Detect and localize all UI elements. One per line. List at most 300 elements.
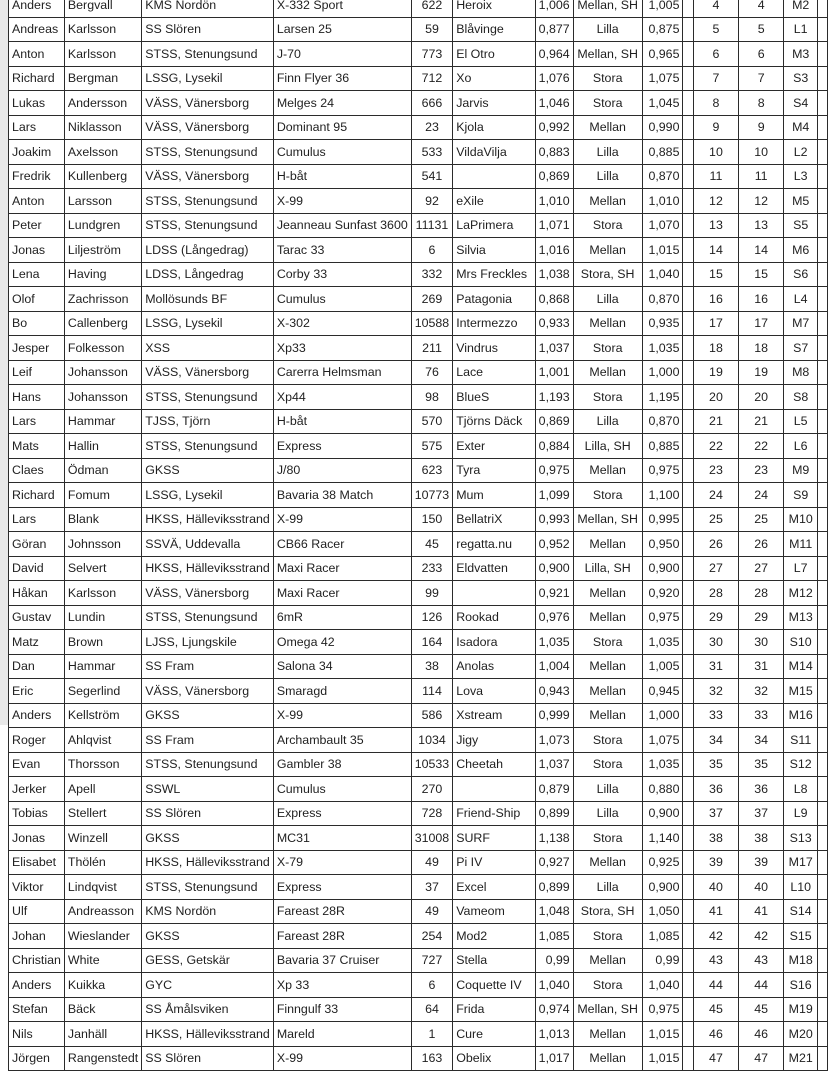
start-number-cell[interactable]: 45 bbox=[693, 997, 738, 1022]
group-cell[interactable]: Stora bbox=[573, 336, 642, 361]
number-cell[interactable]: 39 bbox=[739, 850, 784, 875]
boat-name-cell[interactable]: Friend-Ship bbox=[453, 801, 535, 826]
empty-cell[interactable] bbox=[683, 434, 693, 459]
class-cell[interactable]: L10 bbox=[784, 875, 818, 900]
lys-cell[interactable]: 0,975 bbox=[535, 458, 573, 483]
class-cell[interactable]: L7 bbox=[784, 556, 818, 581]
empty-cell[interactable] bbox=[818, 311, 828, 336]
number-cell[interactable]: 32 bbox=[739, 679, 784, 704]
srs-cell[interactable]: 0,990 bbox=[642, 115, 683, 140]
class-cell[interactable]: M10 bbox=[784, 507, 818, 532]
first-name-cell[interactable]: Lukas bbox=[9, 91, 65, 116]
last-name-cell[interactable]: Hallin bbox=[64, 434, 141, 459]
club-cell[interactable]: Mollösunds BF bbox=[142, 287, 274, 312]
group-cell[interactable]: Lilla bbox=[573, 409, 642, 434]
srs-cell[interactable]: 1,140 bbox=[642, 826, 683, 851]
empty-cell[interactable] bbox=[818, 850, 828, 875]
boat-name-cell[interactable]: Obelix bbox=[453, 1046, 535, 1071]
number-cell[interactable]: 7 bbox=[739, 66, 784, 91]
first-name-cell[interactable]: Joakim bbox=[9, 140, 65, 165]
sail-number-cell[interactable]: 92 bbox=[411, 189, 452, 214]
srs-cell[interactable]: 1,000 bbox=[642, 703, 683, 728]
empty-cell[interactable] bbox=[818, 679, 828, 704]
empty-cell[interactable] bbox=[683, 238, 693, 263]
first-name-cell[interactable]: Dan bbox=[9, 654, 65, 679]
first-name-cell[interactable]: Gustav bbox=[9, 605, 65, 630]
empty-cell[interactable] bbox=[818, 213, 828, 238]
lys-cell[interactable]: 0,992 bbox=[535, 115, 573, 140]
first-name-cell[interactable]: Fredrik bbox=[9, 164, 65, 189]
empty-cell[interactable] bbox=[683, 703, 693, 728]
first-name-cell[interactable]: Tobias bbox=[9, 801, 65, 826]
boat-name-cell[interactable]: Intermezzo bbox=[453, 311, 535, 336]
class-cell[interactable]: S11 bbox=[784, 728, 818, 753]
class-cell[interactable]: M16 bbox=[784, 703, 818, 728]
boat-type-cell[interactable]: Tarac 33 bbox=[273, 238, 411, 263]
club-cell[interactable]: HKSS, Hälleviksstrand bbox=[142, 507, 274, 532]
group-cell[interactable]: Stora bbox=[573, 91, 642, 116]
empty-cell[interactable] bbox=[683, 948, 693, 973]
lys-cell[interactable]: 1,004 bbox=[535, 654, 573, 679]
group-cell[interactable]: Stora bbox=[573, 630, 642, 655]
last-name-cell[interactable]: Lindqvist bbox=[64, 875, 141, 900]
club-cell[interactable]: SS Fram bbox=[142, 654, 274, 679]
start-number-cell[interactable]: 18 bbox=[693, 336, 738, 361]
sail-number-cell[interactable]: 37 bbox=[411, 875, 452, 900]
lys-cell[interactable]: 0,900 bbox=[535, 556, 573, 581]
class-cell[interactable]: M21 bbox=[784, 1046, 818, 1071]
last-name-cell[interactable]: Ödman bbox=[64, 458, 141, 483]
lys-cell[interactable]: 0,884 bbox=[535, 434, 573, 459]
first-name-cell[interactable]: Olof bbox=[9, 287, 65, 312]
empty-cell[interactable] bbox=[683, 140, 693, 165]
number-cell[interactable]: 35 bbox=[739, 752, 784, 777]
sail-number-cell[interactable]: 270 bbox=[411, 777, 452, 802]
boat-type-cell[interactable]: Mareld bbox=[273, 1022, 411, 1047]
last-name-cell[interactable]: Kullenberg bbox=[64, 164, 141, 189]
club-cell[interactable]: STSS, Stenungsund bbox=[142, 434, 274, 459]
empty-cell[interactable] bbox=[683, 826, 693, 851]
srs-cell[interactable]: 1,010 bbox=[642, 189, 683, 214]
empty-cell[interactable] bbox=[818, 336, 828, 361]
sail-number-cell[interactable]: 269 bbox=[411, 287, 452, 312]
club-cell[interactable]: HKSS, Hälleviksstrand bbox=[142, 850, 274, 875]
last-name-cell[interactable]: Brown bbox=[64, 630, 141, 655]
club-cell[interactable]: VÄSS, Vänersborg bbox=[142, 360, 274, 385]
lys-cell[interactable]: 1,193 bbox=[535, 385, 573, 410]
empty-cell[interactable] bbox=[683, 1046, 693, 1071]
number-cell[interactable]: 47 bbox=[739, 1046, 784, 1071]
group-cell[interactable]: Stora bbox=[573, 752, 642, 777]
empty-cell[interactable] bbox=[683, 654, 693, 679]
sail-number-cell[interactable]: 6 bbox=[411, 973, 452, 998]
last-name-cell[interactable]: Karlsson bbox=[64, 17, 141, 42]
empty-cell[interactable] bbox=[683, 605, 693, 630]
last-name-cell[interactable]: Fomum bbox=[64, 483, 141, 508]
class-cell[interactable]: S13 bbox=[784, 826, 818, 851]
boat-name-cell[interactable]: Xo bbox=[453, 66, 535, 91]
start-number-cell[interactable]: 11 bbox=[693, 164, 738, 189]
class-cell[interactable]: M15 bbox=[784, 679, 818, 704]
club-cell[interactable]: VÄSS, Vänersborg bbox=[142, 164, 274, 189]
boat-name-cell[interactable]: Anolas bbox=[453, 654, 535, 679]
club-cell[interactable]: GKSS bbox=[142, 826, 274, 851]
class-cell[interactable]: L2 bbox=[784, 140, 818, 165]
last-name-cell[interactable]: Janhäll bbox=[64, 1022, 141, 1047]
boat-name-cell[interactable]: Vindrus bbox=[453, 336, 535, 361]
sail-number-cell[interactable]: 10588 bbox=[411, 311, 452, 336]
last-name-cell[interactable]: Thorsson bbox=[64, 752, 141, 777]
start-number-cell[interactable]: 29 bbox=[693, 605, 738, 630]
srs-cell[interactable]: 0,920 bbox=[642, 581, 683, 606]
boat-name-cell[interactable]: Jigy bbox=[453, 728, 535, 753]
group-cell[interactable]: Mellan bbox=[573, 1046, 642, 1071]
empty-cell[interactable] bbox=[683, 875, 693, 900]
first-name-cell[interactable]: Mats bbox=[9, 434, 65, 459]
boat-name-cell[interactable]: regatta.nu bbox=[453, 532, 535, 557]
number-cell[interactable]: 37 bbox=[739, 801, 784, 826]
number-cell[interactable]: 21 bbox=[739, 409, 784, 434]
boat-type-cell[interactable]: Express bbox=[273, 801, 411, 826]
first-name-cell[interactable]: Johan bbox=[9, 924, 65, 949]
empty-cell[interactable] bbox=[818, 140, 828, 165]
empty-cell[interactable] bbox=[683, 42, 693, 67]
last-name-cell[interactable]: Rangenstedt bbox=[64, 1046, 141, 1071]
number-cell[interactable]: 26 bbox=[739, 532, 784, 557]
last-name-cell[interactable]: Wieslander bbox=[64, 924, 141, 949]
srs-cell[interactable]: 1,015 bbox=[642, 238, 683, 263]
boat-type-cell[interactable]: Cumulus bbox=[273, 140, 411, 165]
empty-cell[interactable] bbox=[818, 66, 828, 91]
boat-name-cell[interactable]: Jarvis bbox=[453, 91, 535, 116]
class-cell[interactable]: S6 bbox=[784, 262, 818, 287]
start-number-cell[interactable]: 44 bbox=[693, 973, 738, 998]
last-name-cell[interactable]: White bbox=[64, 948, 141, 973]
boat-type-cell[interactable]: Fareast 28R bbox=[273, 899, 411, 924]
last-name-cell[interactable]: Winzell bbox=[64, 826, 141, 851]
number-cell[interactable]: 20 bbox=[739, 385, 784, 410]
last-name-cell[interactable]: Apell bbox=[64, 777, 141, 802]
sail-number-cell[interactable]: 76 bbox=[411, 360, 452, 385]
srs-cell[interactable]: 1,035 bbox=[642, 630, 683, 655]
number-cell[interactable]: 13 bbox=[739, 213, 784, 238]
group-cell[interactable]: Lilla bbox=[573, 140, 642, 165]
number-cell[interactable]: 8 bbox=[739, 91, 784, 116]
group-cell[interactable]: Mellan bbox=[573, 115, 642, 140]
boat-type-cell[interactable]: H-båt bbox=[273, 164, 411, 189]
empty-cell[interactable] bbox=[818, 997, 828, 1022]
first-name-cell[interactable]: Jerker bbox=[9, 777, 65, 802]
first-name-cell[interactable]: Anton bbox=[9, 189, 65, 214]
number-cell[interactable]: 28 bbox=[739, 581, 784, 606]
boat-type-cell[interactable]: Fareast 28R bbox=[273, 924, 411, 949]
srs-cell[interactable]: 1,000 bbox=[642, 360, 683, 385]
sail-number-cell[interactable]: 666 bbox=[411, 91, 452, 116]
group-cell[interactable]: Mellan, SH bbox=[573, 0, 642, 17]
class-cell[interactable]: L1 bbox=[784, 17, 818, 42]
lys-cell[interactable]: 0,899 bbox=[535, 875, 573, 900]
boat-name-cell[interactable]: Rookad bbox=[453, 605, 535, 630]
lys-cell[interactable]: 0,99 bbox=[535, 948, 573, 973]
group-cell[interactable]: Mellan, SH bbox=[573, 997, 642, 1022]
first-name-cell[interactable]: Roger bbox=[9, 728, 65, 753]
class-cell[interactable]: M17 bbox=[784, 850, 818, 875]
srs-cell[interactable]: 1,015 bbox=[642, 1046, 683, 1071]
lys-cell[interactable]: 0,868 bbox=[535, 287, 573, 312]
club-cell[interactable]: STSS, Stenungsund bbox=[142, 140, 274, 165]
empty-cell[interactable] bbox=[818, 483, 828, 508]
start-number-cell[interactable]: 46 bbox=[693, 1022, 738, 1047]
sail-number-cell[interactable]: 570 bbox=[411, 409, 452, 434]
empty-cell[interactable] bbox=[683, 213, 693, 238]
number-cell[interactable]: 17 bbox=[739, 311, 784, 336]
class-cell[interactable]: S15 bbox=[784, 924, 818, 949]
boat-type-cell[interactable]: CB66 Racer bbox=[273, 532, 411, 557]
lys-cell[interactable]: 1,099 bbox=[535, 483, 573, 508]
boat-type-cell[interactable]: MC31 bbox=[273, 826, 411, 851]
number-cell[interactable]: 34 bbox=[739, 728, 784, 753]
boat-type-cell[interactable]: Larsen 25 bbox=[273, 17, 411, 42]
boat-name-cell[interactable]: BlueS bbox=[453, 385, 535, 410]
start-number-cell[interactable]: 15 bbox=[693, 262, 738, 287]
lys-cell[interactable]: 0,869 bbox=[535, 409, 573, 434]
sail-number-cell[interactable]: 163 bbox=[411, 1046, 452, 1071]
first-name-cell[interactable]: Lars bbox=[9, 507, 65, 532]
empty-cell[interactable] bbox=[818, 801, 828, 826]
first-name-cell[interactable]: Elisabet bbox=[9, 850, 65, 875]
group-cell[interactable]: Lilla bbox=[573, 875, 642, 900]
group-cell[interactable]: Lilla, SH bbox=[573, 434, 642, 459]
club-cell[interactable]: STSS, Stenungsund bbox=[142, 605, 274, 630]
group-cell[interactable]: Stora, SH bbox=[573, 899, 642, 924]
empty-cell[interactable] bbox=[818, 91, 828, 116]
group-cell[interactable]: Stora bbox=[573, 728, 642, 753]
srs-cell[interactable]: 1,005 bbox=[642, 0, 683, 17]
boat-type-cell[interactable]: X-302 bbox=[273, 311, 411, 336]
boat-name-cell[interactable]: Tyra bbox=[453, 458, 535, 483]
empty-cell[interactable] bbox=[818, 752, 828, 777]
boat-name-cell[interactable]: eXile bbox=[453, 189, 535, 214]
boat-type-cell[interactable]: Archambault 35 bbox=[273, 728, 411, 753]
lys-cell[interactable]: 1,001 bbox=[535, 360, 573, 385]
class-cell[interactable]: S4 bbox=[784, 91, 818, 116]
first-name-cell[interactable]: Christian bbox=[9, 948, 65, 973]
number-cell[interactable]: 9 bbox=[739, 115, 784, 140]
sail-number-cell[interactable]: 1034 bbox=[411, 728, 452, 753]
club-cell[interactable]: STSS, Stenungsund bbox=[142, 385, 274, 410]
srs-cell[interactable]: 1,035 bbox=[642, 752, 683, 777]
last-name-cell[interactable]: Blank bbox=[64, 507, 141, 532]
srs-cell[interactable]: 1,195 bbox=[642, 385, 683, 410]
club-cell[interactable]: SSWL bbox=[142, 777, 274, 802]
empty-cell[interactable] bbox=[683, 115, 693, 140]
start-number-cell[interactable]: 37 bbox=[693, 801, 738, 826]
lys-cell[interactable]: 0,933 bbox=[535, 311, 573, 336]
srs-cell[interactable]: 0,925 bbox=[642, 850, 683, 875]
srs-cell[interactable]: 0,995 bbox=[642, 507, 683, 532]
lys-cell[interactable]: 0,869 bbox=[535, 164, 573, 189]
class-cell[interactable]: M7 bbox=[784, 311, 818, 336]
empty-cell[interactable] bbox=[818, 189, 828, 214]
number-cell[interactable]: 25 bbox=[739, 507, 784, 532]
class-cell[interactable]: S7 bbox=[784, 336, 818, 361]
sail-number-cell[interactable]: 727 bbox=[411, 948, 452, 973]
group-cell[interactable]: Mellan bbox=[573, 605, 642, 630]
empty-cell[interactable] bbox=[683, 458, 693, 483]
empty-cell[interactable] bbox=[683, 483, 693, 508]
empty-cell[interactable] bbox=[818, 17, 828, 42]
start-number-cell[interactable]: 9 bbox=[693, 115, 738, 140]
empty-cell[interactable] bbox=[683, 899, 693, 924]
boat-type-cell[interactable]: H-båt bbox=[273, 409, 411, 434]
group-cell[interactable]: Mellan bbox=[573, 238, 642, 263]
club-cell[interactable]: LDSS (Långedrag) bbox=[142, 238, 274, 263]
start-number-cell[interactable]: 10 bbox=[693, 140, 738, 165]
group-cell[interactable]: Stora bbox=[573, 213, 642, 238]
start-number-cell[interactable]: 6 bbox=[693, 42, 738, 67]
empty-cell[interactable] bbox=[683, 728, 693, 753]
first-name-cell[interactable]: Lars bbox=[9, 115, 65, 140]
last-name-cell[interactable]: Kuikka bbox=[64, 973, 141, 998]
first-name-cell[interactable]: Anders bbox=[9, 703, 65, 728]
first-name-cell[interactable]: Jonas bbox=[9, 826, 65, 851]
sail-number-cell[interactable]: 114 bbox=[411, 679, 452, 704]
sail-number-cell[interactable]: 1 bbox=[411, 1022, 452, 1047]
sail-number-cell[interactable]: 126 bbox=[411, 605, 452, 630]
last-name-cell[interactable]: Larsson bbox=[64, 189, 141, 214]
class-cell[interactable]: S9 bbox=[784, 483, 818, 508]
last-name-cell[interactable]: Kellström bbox=[64, 703, 141, 728]
boat-type-cell[interactable]: Xp44 bbox=[273, 385, 411, 410]
first-name-cell[interactable]: Anders bbox=[9, 973, 65, 998]
club-cell[interactable]: GYC bbox=[142, 973, 274, 998]
srs-cell[interactable]: 0,945 bbox=[642, 679, 683, 704]
sail-number-cell[interactable]: 38 bbox=[411, 654, 452, 679]
class-cell[interactable]: M2 bbox=[784, 0, 818, 17]
start-number-cell[interactable]: 47 bbox=[693, 1046, 738, 1071]
empty-cell[interactable] bbox=[683, 801, 693, 826]
class-cell[interactable]: S14 bbox=[784, 899, 818, 924]
boat-type-cell[interactable]: Carerra Helmsman bbox=[273, 360, 411, 385]
boat-name-cell[interactable]: Stella bbox=[453, 948, 535, 973]
last-name-cell[interactable]: Stellert bbox=[64, 801, 141, 826]
club-cell[interactable]: STSS, Stenungsund bbox=[142, 875, 274, 900]
boat-name-cell[interactable]: Vameom bbox=[453, 899, 535, 924]
club-cell[interactable]: SS Slören bbox=[142, 801, 274, 826]
group-cell[interactable]: Lilla bbox=[573, 777, 642, 802]
number-cell[interactable]: 36 bbox=[739, 777, 784, 802]
boat-name-cell[interactable]: BellatriX bbox=[453, 507, 535, 532]
first-name-cell[interactable]: Richard bbox=[9, 483, 65, 508]
srs-cell[interactable]: 1,100 bbox=[642, 483, 683, 508]
first-name-cell[interactable]: Anton bbox=[9, 42, 65, 67]
srs-cell[interactable]: 1,005 bbox=[642, 654, 683, 679]
empty-cell[interactable] bbox=[818, 385, 828, 410]
lys-cell[interactable]: 1,013 bbox=[535, 1022, 573, 1047]
empty-cell[interactable] bbox=[818, 605, 828, 630]
srs-cell[interactable]: 0,885 bbox=[642, 140, 683, 165]
boat-name-cell[interactable]: El Otro bbox=[453, 42, 535, 67]
boat-type-cell[interactable]: J-70 bbox=[273, 42, 411, 67]
boat-type-cell[interactable]: Jeanneau Sunfast 3600 bbox=[273, 213, 411, 238]
srs-cell[interactable]: 0,935 bbox=[642, 311, 683, 336]
class-cell[interactable]: S8 bbox=[784, 385, 818, 410]
boat-type-cell[interactable]: X-99 bbox=[273, 703, 411, 728]
start-number-cell[interactable]: 4 bbox=[693, 0, 738, 17]
class-cell[interactable]: S10 bbox=[784, 630, 818, 655]
srs-cell[interactable]: 0,880 bbox=[642, 777, 683, 802]
empty-cell[interactable] bbox=[683, 262, 693, 287]
start-number-cell[interactable]: 35 bbox=[693, 752, 738, 777]
boat-name-cell[interactable]: Eldvatten bbox=[453, 556, 535, 581]
last-name-cell[interactable]: Bergman bbox=[64, 66, 141, 91]
empty-cell[interactable] bbox=[683, 17, 693, 42]
srs-cell[interactable]: 1,075 bbox=[642, 728, 683, 753]
sail-number-cell[interactable]: 98 bbox=[411, 385, 452, 410]
start-number-cell[interactable]: 16 bbox=[693, 287, 738, 312]
lys-cell[interactable]: 1,138 bbox=[535, 826, 573, 851]
number-cell[interactable]: 11 bbox=[739, 164, 784, 189]
boat-name-cell[interactable]: Heroix bbox=[453, 0, 535, 17]
number-cell[interactable]: 38 bbox=[739, 826, 784, 851]
class-cell[interactable]: M8 bbox=[784, 360, 818, 385]
number-cell[interactable]: 29 bbox=[739, 605, 784, 630]
empty-cell[interactable] bbox=[818, 703, 828, 728]
empty-cell[interactable] bbox=[683, 679, 693, 704]
empty-cell[interactable] bbox=[818, 1022, 828, 1047]
start-number-cell[interactable]: 22 bbox=[693, 434, 738, 459]
sail-number-cell[interactable]: 233 bbox=[411, 556, 452, 581]
start-number-cell[interactable]: 27 bbox=[693, 556, 738, 581]
first-name-cell[interactable]: Peter bbox=[9, 213, 65, 238]
boat-type-cell[interactable]: Maxi Racer bbox=[273, 581, 411, 606]
empty-cell[interactable] bbox=[683, 973, 693, 998]
start-number-cell[interactable]: 41 bbox=[693, 899, 738, 924]
first-name-cell[interactable]: Håkan bbox=[9, 581, 65, 606]
group-cell[interactable]: Mellan bbox=[573, 654, 642, 679]
lys-cell[interactable]: 1,016 bbox=[535, 238, 573, 263]
club-cell[interactable]: KMS Nordön bbox=[142, 0, 274, 17]
first-name-cell[interactable]: David bbox=[9, 556, 65, 581]
boat-type-cell[interactable]: X-332 Sport bbox=[273, 0, 411, 17]
empty-cell[interactable] bbox=[818, 1046, 828, 1071]
boat-name-cell[interactable] bbox=[453, 777, 535, 802]
empty-cell[interactable] bbox=[818, 115, 828, 140]
lys-cell[interactable]: 0,883 bbox=[535, 140, 573, 165]
club-cell[interactable]: VÄSS, Vänersborg bbox=[142, 91, 274, 116]
sail-number-cell[interactable]: 622 bbox=[411, 0, 452, 17]
club-cell[interactable]: LSSG, Lysekil bbox=[142, 66, 274, 91]
lys-cell[interactable]: 1,035 bbox=[535, 630, 573, 655]
club-cell[interactable]: VÄSS, Vänersborg bbox=[142, 679, 274, 704]
start-number-cell[interactable]: 23 bbox=[693, 458, 738, 483]
boat-type-cell[interactable]: Melges 24 bbox=[273, 91, 411, 116]
club-cell[interactable]: STSS, Stenungsund bbox=[142, 213, 274, 238]
boat-name-cell[interactable]: Exter bbox=[453, 434, 535, 459]
club-cell[interactable]: STSS, Stenungsund bbox=[142, 189, 274, 214]
number-cell[interactable]: 5 bbox=[739, 17, 784, 42]
group-cell[interactable]: Stora bbox=[573, 973, 642, 998]
srs-cell[interactable]: 1,040 bbox=[642, 262, 683, 287]
class-cell[interactable]: M13 bbox=[784, 605, 818, 630]
empty-cell[interactable] bbox=[683, 91, 693, 116]
boat-type-cell[interactable]: X-99 bbox=[273, 1046, 411, 1071]
group-cell[interactable]: Mellan bbox=[573, 458, 642, 483]
group-cell[interactable]: Stora bbox=[573, 66, 642, 91]
boat-type-cell[interactable]: 6mR bbox=[273, 605, 411, 630]
last-name-cell[interactable]: Bergvall bbox=[64, 0, 141, 17]
empty-cell[interactable] bbox=[683, 997, 693, 1022]
